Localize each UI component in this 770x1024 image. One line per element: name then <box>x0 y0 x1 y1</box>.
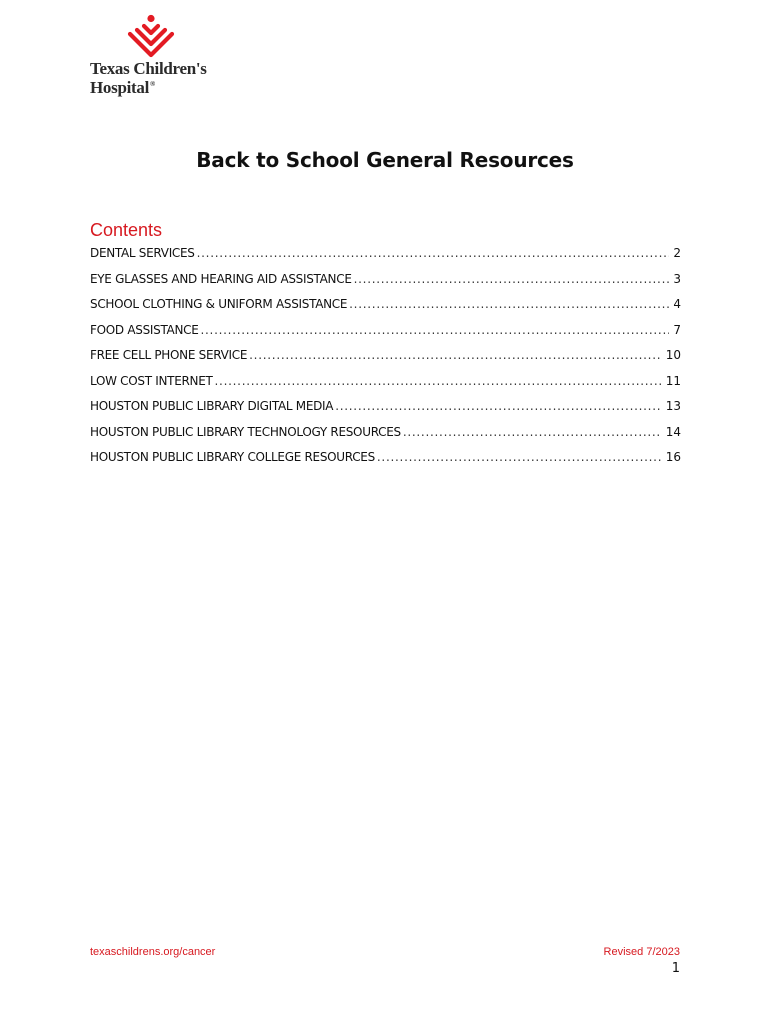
registered-mark: ® <box>150 80 155 88</box>
contents-heading: Contents <box>90 220 163 240</box>
toc-entry-free-cell-phone[interactable] <box>90 348 681 374</box>
toc-dot-leader <box>249 348 662 362</box>
toc-entry-page: 2 <box>673 246 681 260</box>
logo-text-line1: Texas Children's <box>90 59 207 78</box>
heart-chevron-logo-icon <box>125 14 177 64</box>
document-title: Back to School General Resources <box>196 148 574 173</box>
toc-dot-leader <box>377 450 662 464</box>
toc-entry-label: EYE GLASSES AND HEARING AID ASSISTANCE <box>90 271 352 286</box>
toc-entry-page: 10 <box>665 348 681 362</box>
footer-website-link[interactable]: texaschildrens.org/cancer <box>90 946 216 958</box>
toc-entry-page: 11 <box>665 373 681 388</box>
toc-dot-leader <box>197 246 670 260</box>
toc-entry-label: DENTAL SERVICES <box>90 246 195 260</box>
toc-entry-label: HOUSTON PUBLIC LIBRARY DIGITAL MEDIA <box>90 399 334 413</box>
toc-entry-school-clothing[interactable] <box>90 297 681 323</box>
hospital-logo <box>88 14 228 100</box>
toc-entry-food-assistance[interactable] <box>90 323 681 349</box>
toc-dot-leader <box>335 399 662 413</box>
logo-text-hospital: Hospital <box>90 78 150 97</box>
toc-entry-low-cost-internet[interactable] <box>90 374 681 400</box>
toc-entry-eye-glasses[interactable] <box>90 272 681 298</box>
toc-entry-library-digital-media[interactable] <box>90 399 681 425</box>
toc-entry-library-college[interactable] <box>90 450 681 476</box>
toc-entry-page: 13 <box>665 399 681 413</box>
toc-entry-library-technology[interactable] <box>90 425 681 451</box>
toc-entry-label: SCHOOL CLOTHING & UNIFORM ASSISTANCE <box>90 297 348 311</box>
toc-dot-leader <box>349 297 669 311</box>
toc-entry-label: HOUSTON PUBLIC LIBRARY COLLEGE RESOURCES <box>90 450 375 464</box>
toc-entry-page: 4 <box>673 297 681 311</box>
toc-dot-leader <box>403 425 662 439</box>
toc-entry-page: 7 <box>673 322 681 337</box>
toc-entry-page: 3 <box>673 271 681 286</box>
toc-dot-leader <box>201 323 670 337</box>
toc-entry-dental-services[interactable] <box>90 246 681 272</box>
toc-entry-label: FREE CELL PHONE SERVICE <box>90 348 248 362</box>
toc-entry-label: FOOD ASSISTANCE <box>90 322 199 337</box>
toc-entry-page: 14 <box>665 424 681 439</box>
table-of-contents <box>90 246 681 476</box>
toc-entry-label: HOUSTON PUBLIC LIBRARY TECHNOLOGY RESOURCES <box>90 424 401 439</box>
page-number: 1 <box>671 961 680 976</box>
footer-revised-date: Revised 7/2023 <box>603 946 680 958</box>
toc-dot-leader <box>354 272 670 286</box>
toc-entry-page: 16 <box>665 450 681 464</box>
toc-entry-label: LOW COST INTERNET <box>90 373 213 388</box>
logo-text-line2 <box>90 78 155 98</box>
toc-dot-leader <box>215 374 662 388</box>
